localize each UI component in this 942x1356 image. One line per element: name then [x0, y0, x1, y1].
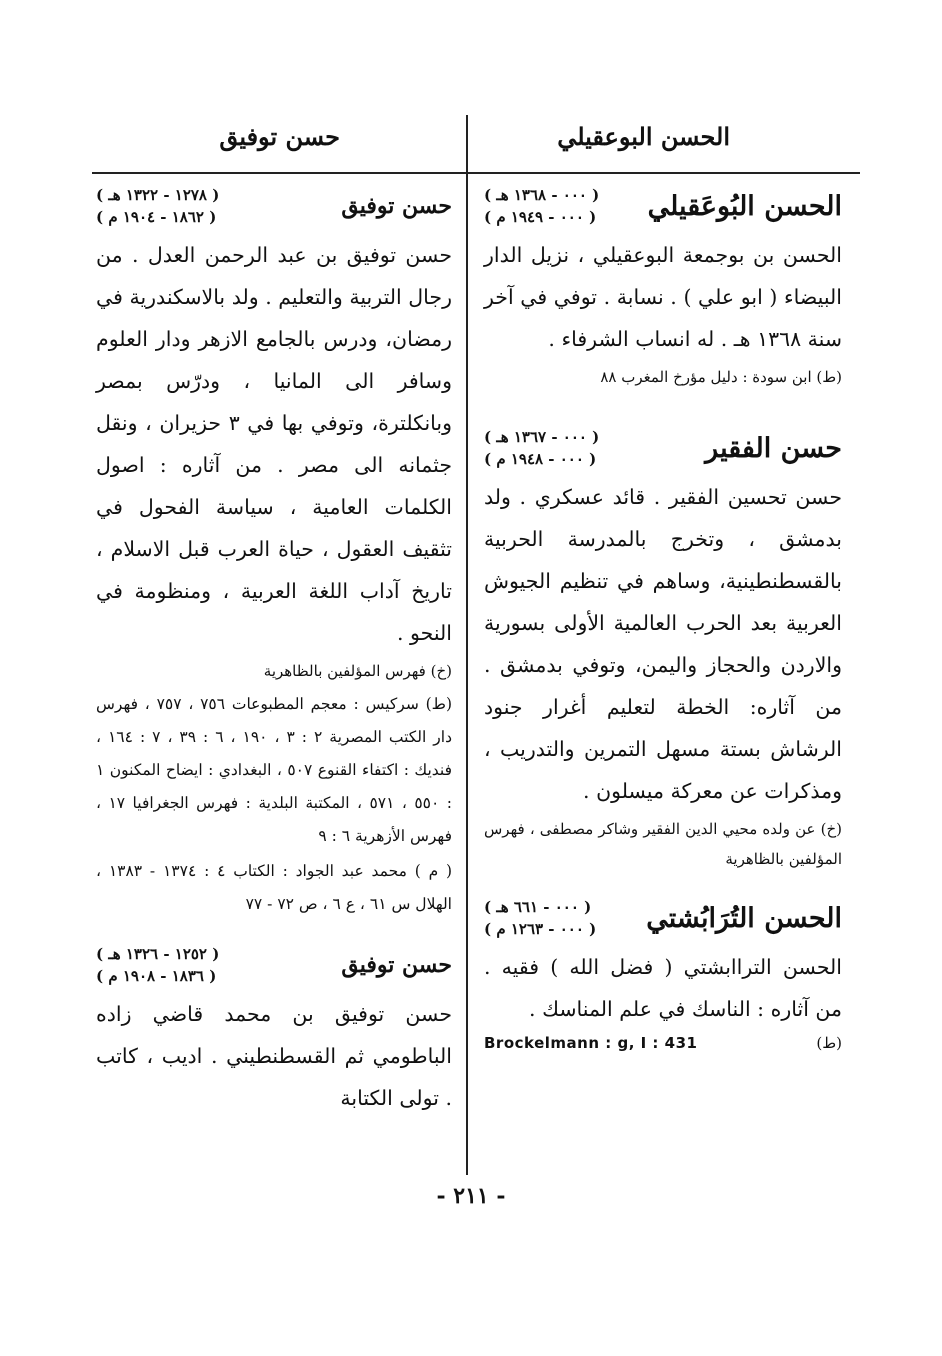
dates-gregorian: ( ٠٠٠ - ١٩٤٨ م )	[484, 450, 597, 468]
entry-name: حسن توفيق	[341, 193, 452, 219]
entry-dates	[484, 896, 596, 940]
entry-reference: (ط) ابن سودة : دليل مؤرخ المغرب ٨٨	[600, 368, 842, 386]
left-column	[96, 180, 452, 1119]
entry-body: حسن تحسين الفقير . قائد عسكري . ولد بدمشق ، وتخرج بالمدرسة الحربية بالقسطنطينية، وساهم في تنظيم الجيوش العربية بعد الحرب العالمية الأولى بسورية والاردن والحجاز واليمن، وتوفي بدمشق . من آثاره: الخطة لتعليم أغرار جنود الرشاش بستة مسهل التمرين والتدريب ، ومذكرات عن معركة ميسلون .	[484, 485, 842, 803]
reference-latin: Brockelmann : g, I : 431	[484, 1034, 698, 1052]
entry-dates	[96, 184, 219, 228]
entry-reference: ( م ) محمد عبد الجواد : الكتاب ٤ : ١٣٧٤ - ١٣٨٣ ، الهلال س ٦١ ، ع ٦ ، ص ٧٢ - ٧٧	[96, 862, 453, 913]
header-title-right: الحسن البوعقيلي	[557, 122, 730, 151]
page-number: - ٢١١ -	[436, 1183, 506, 1209]
dates-hijri: ( ١٢٥٢ - ١٣٢٦ هـ )	[96, 945, 220, 963]
entry-name: الحسن التُرَابُشتي	[646, 902, 842, 934]
entry-hasan-tawfiq-1	[96, 184, 452, 921]
dates-hijri: ( ٠٠٠ - ١٣٦٧ هـ )	[484, 428, 600, 446]
dates-hijri: ( ٠٠٠ - ١٣٦٨ هـ )	[484, 186, 600, 204]
column-divider	[466, 115, 468, 1175]
entry-name: حسن توفيق	[341, 952, 452, 978]
entry-body: حسن توفيق بن عبد الرحمن العدل . من رجال التربية والتعليم . ولد بالاسكندرية في رمضان، ودرس بالجامع الازهر ودار العلوم وسافر الى المانيا ، ودرّس بمصر وبانكلترة، وتوفي بها في ٣ حزيران ، ونقل جثمانه الى مصر . من آثاره : اصول الكلمات العامية ، سياسة الفحول في تثقيف العقول ، حياة العرب قبل الاسلام ، تاريخ آداب اللغة العربية ، ومنظومة في النحو .	[96, 243, 453, 645]
entry-body: حسن توفيق بن محمد قاضي زاده الباطومي ثم القسطنطيني . اديب ، كاتب . تولى الكتابة	[96, 1002, 452, 1110]
running-header	[92, 112, 860, 176]
right-column	[484, 180, 842, 1052]
entry-dates	[484, 184, 599, 228]
reference-mark: (ط)	[816, 1034, 842, 1052]
entry-reference: (ط) سركيس : معجم المطبوعات ٧٥٦ ، ٧٥٧ ، فهرس دار الكتب المصرية ٢ : ٣ ، ١٩٠ ، ٦ : ٣٩ ، ٧ : ١٦٤ ، فنديك : اكتفاء القنوع ٥٠٧ ، البغدادي : ايضاح المكنون ١ : ٥٥٠ ، ٥٧١ ، المكتبة البلدية : فهرس الجغرافيا ١٧ ، فهرس الأزهرية ٦ : ٩	[96, 695, 453, 845]
dates-gregorian: ( ٠٠٠ - ١٩٤٩ م )	[484, 208, 597, 226]
dates-hijri: ( ٠٠٠ - ٦٦١ هـ )	[484, 898, 592, 916]
entry-hasan-tawfiq-2	[96, 943, 452, 1119]
entry-name: الحسن البُوعَقيلي	[647, 190, 842, 222]
dates-hijri: ( ١٢٧٨ - ١٣٢٢ هـ )	[96, 186, 220, 204]
entry-body: الحسن التراابشتي ( فضل الله ) فقيه . من آثاره : الناسك في علم المناسك .	[484, 955, 842, 1021]
header-rule	[92, 172, 860, 174]
entry-reference: (خ) عن ولده محيي الدين الفقير وشاكر مصطفى ، فهرس المؤلفين بالظاهرية	[484, 820, 842, 868]
entry-dates	[484, 426, 599, 470]
dates-gregorian: ( ١٨٦٢ - ١٩٠٤ م )	[96, 208, 217, 226]
entry-dates	[96, 943, 219, 987]
entry-bouqaili	[484, 184, 842, 392]
dates-gregorian: ( ٠٠٠ - ١٢٦٣ م )	[484, 920, 597, 938]
header-title-left: حسن توفيق	[219, 122, 340, 151]
entry-name: حسن الفقير	[705, 432, 842, 464]
dates-gregorian: ( ١٨٣٦ - ١٩٠٨ م )	[96, 967, 217, 985]
entry-reference: (خ) فهرس المؤلفين بالظاهرية	[263, 662, 452, 680]
entry-body: الحسن بن بوجمعة البوعقيلي ، نزيل الدار البيضاء ( ابو علي ) . نسابة . توفي في آخر سنة ١٣٦٨ هـ . له انساب الشرفاء .	[484, 243, 842, 351]
entry-reference	[484, 1034, 842, 1052]
entry-turabashti	[484, 896, 842, 1052]
entry-faqir	[484, 426, 842, 874]
